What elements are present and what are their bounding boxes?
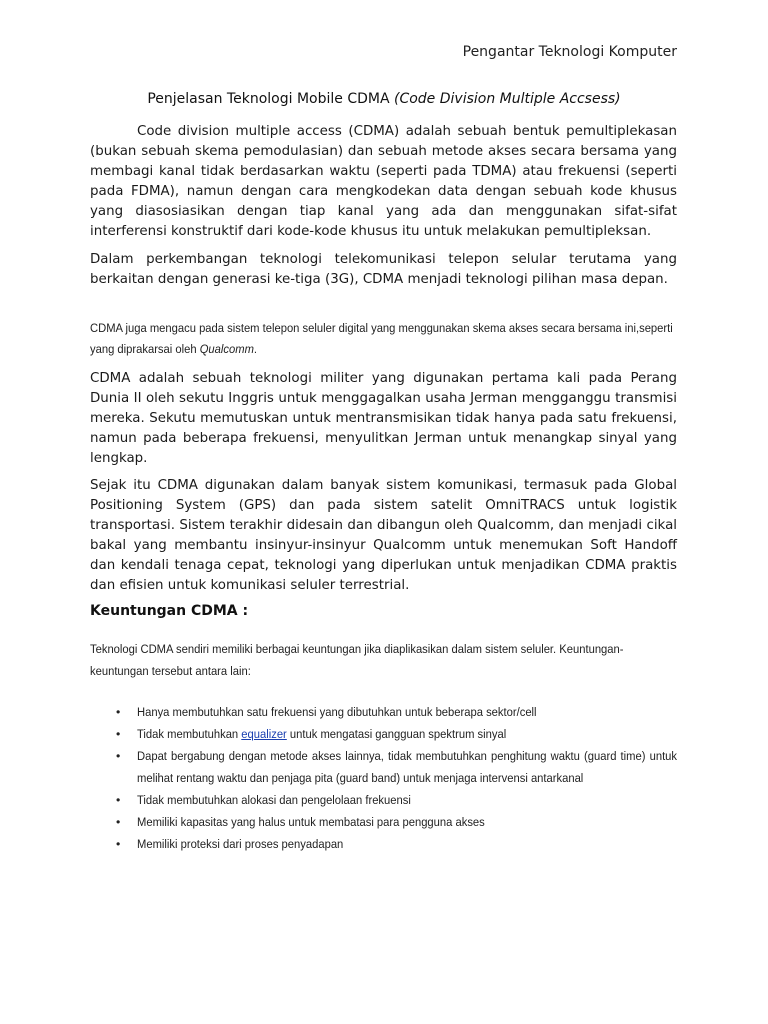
bullet-icon: • bbox=[116, 793, 121, 807]
paragraph-usage: Sejak itu CDMA digunakan dalam banyak sistem komunikasi, termasuk pada Global Positioning System (GPS) dan pada sistem satelit OmniTRACS untuk logistik transportasi. Sistem terakhir didesain dan dibangun oleh Qualcomm, dan menjadi cikal bakal yang membantu insinyur-insinyur Qualcomm untuk menemukan Soft Handoff dan kendali tenaga cepat, teknologi yang diperlukan untuk menjadikan CDMA praktis dan efisien untuk komunikasi seluler terrestrial. bbox=[90, 478, 677, 593]
list-item bbox=[90, 789, 677, 811]
paragraph-qualcomm bbox=[90, 318, 677, 360]
qualcomm-italic: Qualcomm bbox=[199, 342, 254, 356]
list-item bbox=[90, 745, 677, 789]
bullet-icon: • bbox=[116, 727, 121, 741]
benefits-list bbox=[90, 701, 677, 855]
equalizer-link[interactable]: equalizer bbox=[241, 727, 287, 741]
benefits-intro-block bbox=[90, 638, 677, 682]
list-item-text: Dapat bergabung dengan metode akses lainnya, tidak membutuhkan penghitung waktu (guard time) untuk melihat rentang waktu dan penjaga pita (guard band) untuk menjaga intervensi antarkanal bbox=[137, 749, 678, 785]
list-item-post: untuk mengatasi gangguan spektrum sinyal bbox=[286, 727, 507, 741]
bullet-icon: • bbox=[116, 705, 121, 719]
list-item-pre: Tidak membutuhkan bbox=[137, 727, 242, 741]
title-main: Penjelasan Teknologi Mobile CDMA bbox=[147, 91, 394, 107]
list-item bbox=[90, 811, 677, 833]
list-item-text: Memiliki proteksi dari proses penyadapan bbox=[137, 837, 344, 851]
list-item-text: Memiliki kapasitas yang halus untuk membatasi para pengguna akses bbox=[137, 815, 485, 829]
list-item-text: Hanya membutuhkan satu frekuensi yang dibutuhkan untuk beberapa sektor/cell bbox=[137, 705, 537, 719]
list-item-text bbox=[137, 723, 677, 745]
paragraph-3g: Dalam perkembangan teknologi telekomunikasi telepon selular terutama yang berkaitan dengan generasi ke-tiga (3G), CDMA menjadi teknologi pilihan masa depan. bbox=[90, 252, 677, 287]
paragraph-qualcomm-end: . bbox=[253, 342, 258, 356]
bullet-icon: • bbox=[116, 749, 121, 763]
page-header: Pengantar Teknologi Komputer bbox=[462, 44, 677, 60]
title-italic: (Code Division Multiple Accsess) bbox=[393, 91, 621, 107]
bullet-icon: • bbox=[116, 815, 121, 829]
paragraph-qualcomm-text: CDMA juga mengacu pada sistem telepon seluler digital yang menggunakan skema akses secara bersama ini,seperti yang diprakarsai oleh bbox=[90, 321, 673, 356]
paragraph-military-history: CDMA adalah sebuah teknologi militer yang digunakan pertama kali pada Perang Dunia II oleh sekutu Inggris untuk menggagalkan usaha Jerman mengganggu transmisi mereka. Sekutu memutuskan untuk mentransmisikan tidak hanya pada satu frekuensi, namun pada beberapa frekuensi, menyulitkan Jerman untuk menangkap sinyal yang lengkap. bbox=[90, 371, 677, 466]
benefits-intro: Teknologi CDMA sendiri memiliki berbagai keuntungan jika diaplikasikan dalam sistem seluler. Keuntungan-keuntungan tersebut antara lain: bbox=[90, 642, 624, 678]
paragraph-cdma-definition: Code division multiple access (CDMA) adalah sebuah bentuk pemultiplekasan (bukan sebuah skema pemodulasian) dan sebuah metode akses secara bersama yang membagi kanal tidak berdasarkan waktu (seperti pada TDMA) atau frekuensi (seperti pada FDMA), namun dengan cara mengkodekan data dengan sebuah kode khusus yang diasosiasikan dengan tiap kanal yang ada dan menggunakan sifat-sifat interferensi konstruktif dari kode-kode khusus itu untuk melakukan pemultipleksan. bbox=[90, 124, 677, 239]
list-item bbox=[90, 723, 677, 745]
benefits-heading: Keuntungan CDMA : bbox=[90, 603, 249, 619]
list-item bbox=[90, 833, 677, 855]
document-title bbox=[0, 91, 768, 107]
list-item bbox=[90, 701, 677, 723]
bullet-icon: • bbox=[116, 837, 121, 851]
list-item-text: Tidak membutuhkan alokasi dan pengelolaan frekuensi bbox=[137, 793, 411, 807]
